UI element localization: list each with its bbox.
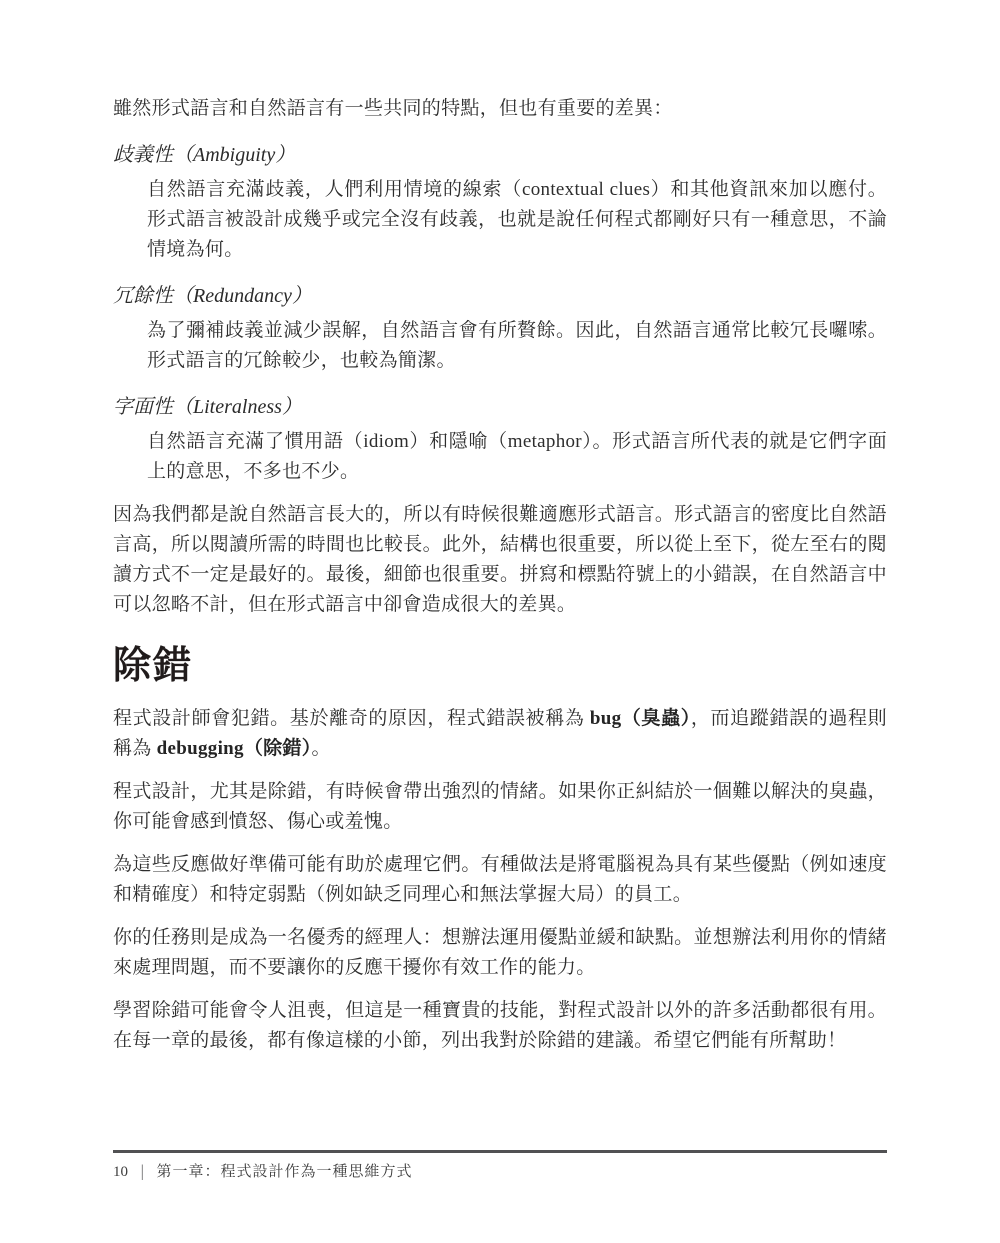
term-label-ambiguity: 歧義性（Ambiguity）	[113, 144, 296, 166]
footer-separator: |	[140, 1162, 144, 1182]
paragraph-computer-as-employee: 為這些反應做好準備可能有助於處理它們。有種做法是將電腦視為具有某些優點（例如速度和精確度）和特定弱點（例如缺乏同理心和無法掌握大局）的員工。	[113, 854, 887, 905]
term-label-literalness: 字面性（Literalness）	[113, 396, 302, 418]
paragraph-good-manager: 你的任務則是成為一名優秀的經理人：想辦法運用優點並緩和缺點。並想辦法利用你的情緒來處理問題，而不要讓你的反應干擾你有效工作的能力。	[113, 927, 887, 978]
page-number: 10	[113, 1164, 128, 1180]
term-label-redundancy: 冗餘性（Redundancy）	[113, 285, 312, 307]
term-definition-literalness: 自然語言充滿了慣用語（idiom）和隱喻（metaphor）。形式語言所代表的就是它們字面上的意思，不多也不少。	[147, 431, 887, 482]
page-footer	[113, 1150, 887, 1183]
term-block-ambiguity	[113, 140, 887, 265]
bold-term-bug: bug（臭蟲）	[589, 708, 691, 729]
term-block-redundancy	[113, 281, 887, 376]
bold-term-debugging: debugging（除錯）	[156, 738, 312, 759]
page-content	[113, 94, 887, 1069]
paragraph-emotions: 程式設計，尤其是除錯，有時候會帶出強烈的情緒。如果你正糾結於一個難以解決的臭蟲，你可能會感到憤怒、傷心或羞愧。	[113, 781, 887, 832]
closing-paragraph: 因為我們都是說自然語言長大的，所以有時候很難適應形式語言。形式語言的密度比自然語言高，所以閱讀所需的時間也比較長。此外，結構也很重要，所以從上至下，從左至右的閱讀方式不一定是最好的。最後，細節也很重要。拼寫和標點符號上的小錯誤，在自然語言中可以忽略不計，但在形式語言中卻會造成很大的差異。	[113, 504, 887, 615]
paragraph-learning-to-debug: 學習除錯可能會令人沮喪，但這是一種寶貴的技能，對程式設計以外的許多活動都很有用。在每一章的最後，都有像這樣的小節，列出我對於除錯的建議。希望它們能有所幫助！	[113, 1000, 887, 1051]
chapter-title: 第一章：程式設計作為一種思維方式	[156, 1164, 413, 1180]
term-block-literalness	[113, 392, 887, 487]
text-run: 。	[311, 738, 331, 759]
intro-paragraph: 雖然形式語言和自然語言有一些共同的特點，但也有重要的差異：	[113, 98, 673, 119]
term-definition-redundancy: 為了彌補歧義並減少誤解，自然語言會有所贅餘。因此，自然語言通常比較冗長囉嗦。形式語言的冗餘較少，也較為簡潔。	[147, 320, 887, 371]
text-run: 程式設計師會犯錯。基於離奇的原因，程式錯誤被稱為	[113, 708, 590, 729]
term-definition-ambiguity: 自然語言充滿歧義，人們利用情境的線索（contextual clues）和其他資訊來加以應付。形式語言被設計成幾乎或完全沒有歧義，也就是說任何程式都剛好只有一種意思，不論情境為何。	[147, 179, 887, 260]
paragraph-bug-definition	[113, 704, 887, 764]
section-heading-debugging: 除錯	[113, 645, 194, 687]
text-run: ，而追蹤錯誤的過程則稱為	[113, 708, 887, 759]
